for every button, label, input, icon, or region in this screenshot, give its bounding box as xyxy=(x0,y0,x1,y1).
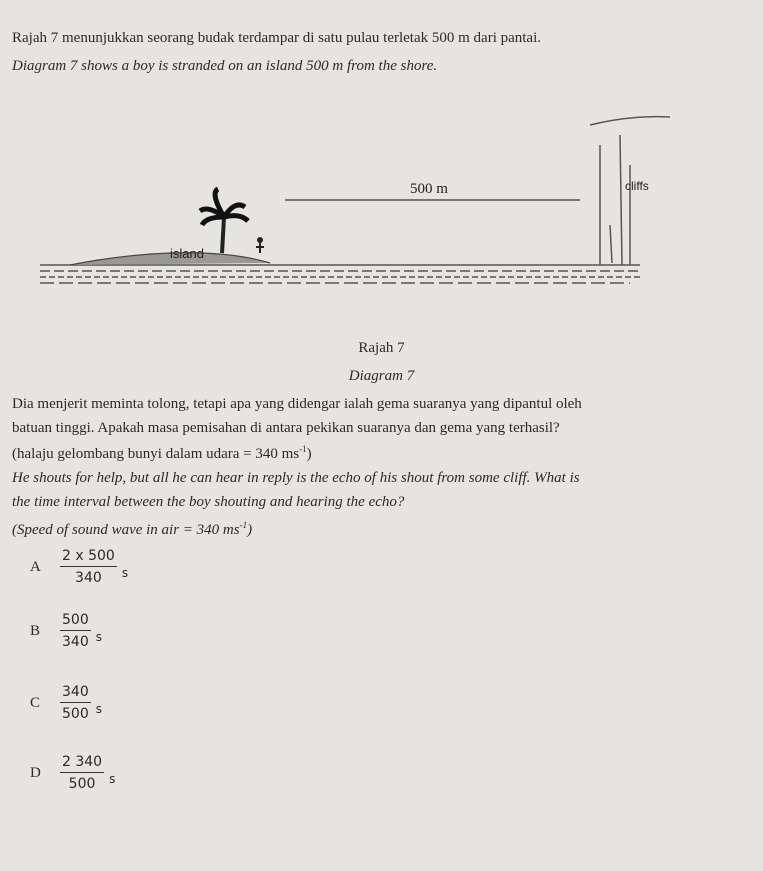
sea-waves xyxy=(40,265,640,283)
body-malay-1: Dia menjerit meminta tolong, tetapi apa yang didengar ialah gema suaranya yang dipantul oleh xyxy=(12,396,582,412)
option-d[interactable]: D $\frac{2 340}{500}$ s xyxy=(30,754,116,792)
caption-english: Diagram 7 xyxy=(348,368,415,384)
body-malay-2: batuan tinggi. Apakah masa pemisahan di antara pekikan suaranya dan gema yang terhasil? xyxy=(12,420,560,436)
boy-icon xyxy=(256,237,264,253)
intro-english: Diagram 7 shows a boy is stranded on an island 500 m from the shore. xyxy=(12,58,438,74)
option-b[interactable]: B $\frac{500}{340}$ s xyxy=(30,612,102,650)
distance-label: 500 m xyxy=(410,181,448,197)
speed-malay: (halaju gelombang bunyi dalam udara = 340 $ms^{-1}$) xyxy=(12,444,312,462)
cliffs-label: cliffs xyxy=(625,179,649,193)
option-a[interactable]: A $\frac{2 x 500}{340}$ s xyxy=(30,548,129,586)
palm-tree-icon xyxy=(200,189,248,253)
caption-malay: Rajah 7 xyxy=(358,340,405,356)
diagram-7 xyxy=(30,105,710,295)
body-english-2: the time interval between the boy shouting and hearing the echo? xyxy=(12,494,405,510)
island-label: island xyxy=(170,246,204,261)
speed-english: (Speed of sound wave in air = 340 $ms^{-1}$) xyxy=(12,520,253,538)
option-c[interactable]: C $\frac{340}{500}$ s xyxy=(30,684,102,722)
body-english-1: He shouts for help, but all he can hear in reply is the echo of his shout from some cliff. What is xyxy=(12,470,580,486)
intro-malay: Rajah 7 menunjukkan seorang budak terdampar di satu pulau terletak 500 m dari pantai. xyxy=(12,30,542,46)
